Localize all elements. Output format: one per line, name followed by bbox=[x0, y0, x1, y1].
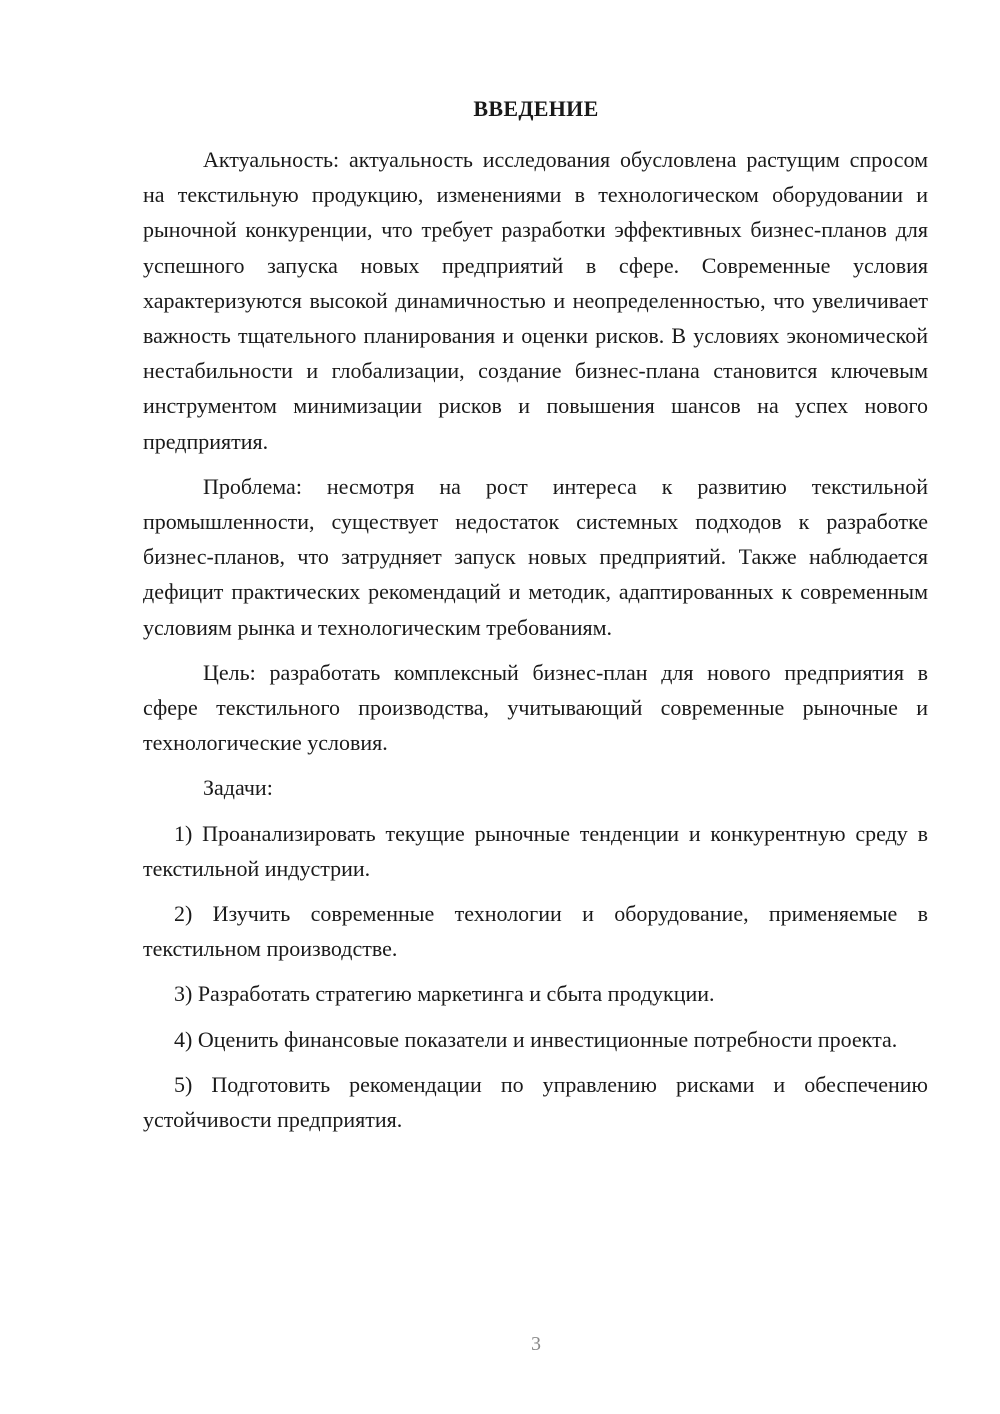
relevance-paragraph: Актуальность: актуальность исследования обусловлена растущим спросом на текстильную продукцию, изменениями в технологическом оборудовании и рыночной конкуренции, что требует разработки эффективных бизнес-планов для успешного запуска новых предприятий в сфере. Современные условия характеризуются высокой динамичностью и неопределенностью, что увеличивает важность тщательного планирования и оценки рисков. В условиях экономической нестабильности и глобализации, создание бизнес-плана становится ключевым инструментом минимизации рисков и повышения шансов на успех нового предприятия. bbox=[143, 147, 928, 454]
task-item: 2) Изучить современные технологии и оборудование, применяемые в текстильном производстве. bbox=[143, 901, 928, 962]
problem-paragraph: Проблема: несмотря на рост интереса к развитию текстильной промышленности, существует недостаток системных подходов к разработке бизнес-планов, что затрудняет запуск новых предприятий. Также наблюдается дефицит практических рекомендаций и методик, адаптированных к современным условиям рынка и технологическим требованиям. bbox=[143, 473, 928, 640]
page-number: 3 bbox=[531, 1333, 541, 1355]
page-title: ВВЕДЕНИЕ bbox=[473, 96, 599, 121]
tasks-label: Задачи: bbox=[203, 775, 273, 801]
task-item: 4) Оценить финансовые показатели и инвестиционные потребности проекта. bbox=[174, 1026, 898, 1052]
task-item: 3) Разработать стратегию маркетинга и сбыта продукции. bbox=[174, 981, 715, 1007]
document-body bbox=[143, 142, 928, 1147]
task-item: 1) Проанализировать текущие рыночные тенденции и конкурентную среду в текстильной индустрии. bbox=[143, 820, 928, 881]
task-item: 5) Подготовить рекомендации по управлению рисками и обеспечению устойчивости предприятия. bbox=[143, 1071, 928, 1133]
goal-paragraph: Цель: разработать комплексный бизнес-план для нового предприятия в сфере текстильного производства, учитывающий современные рыночные и технологические условия. bbox=[143, 659, 928, 756]
